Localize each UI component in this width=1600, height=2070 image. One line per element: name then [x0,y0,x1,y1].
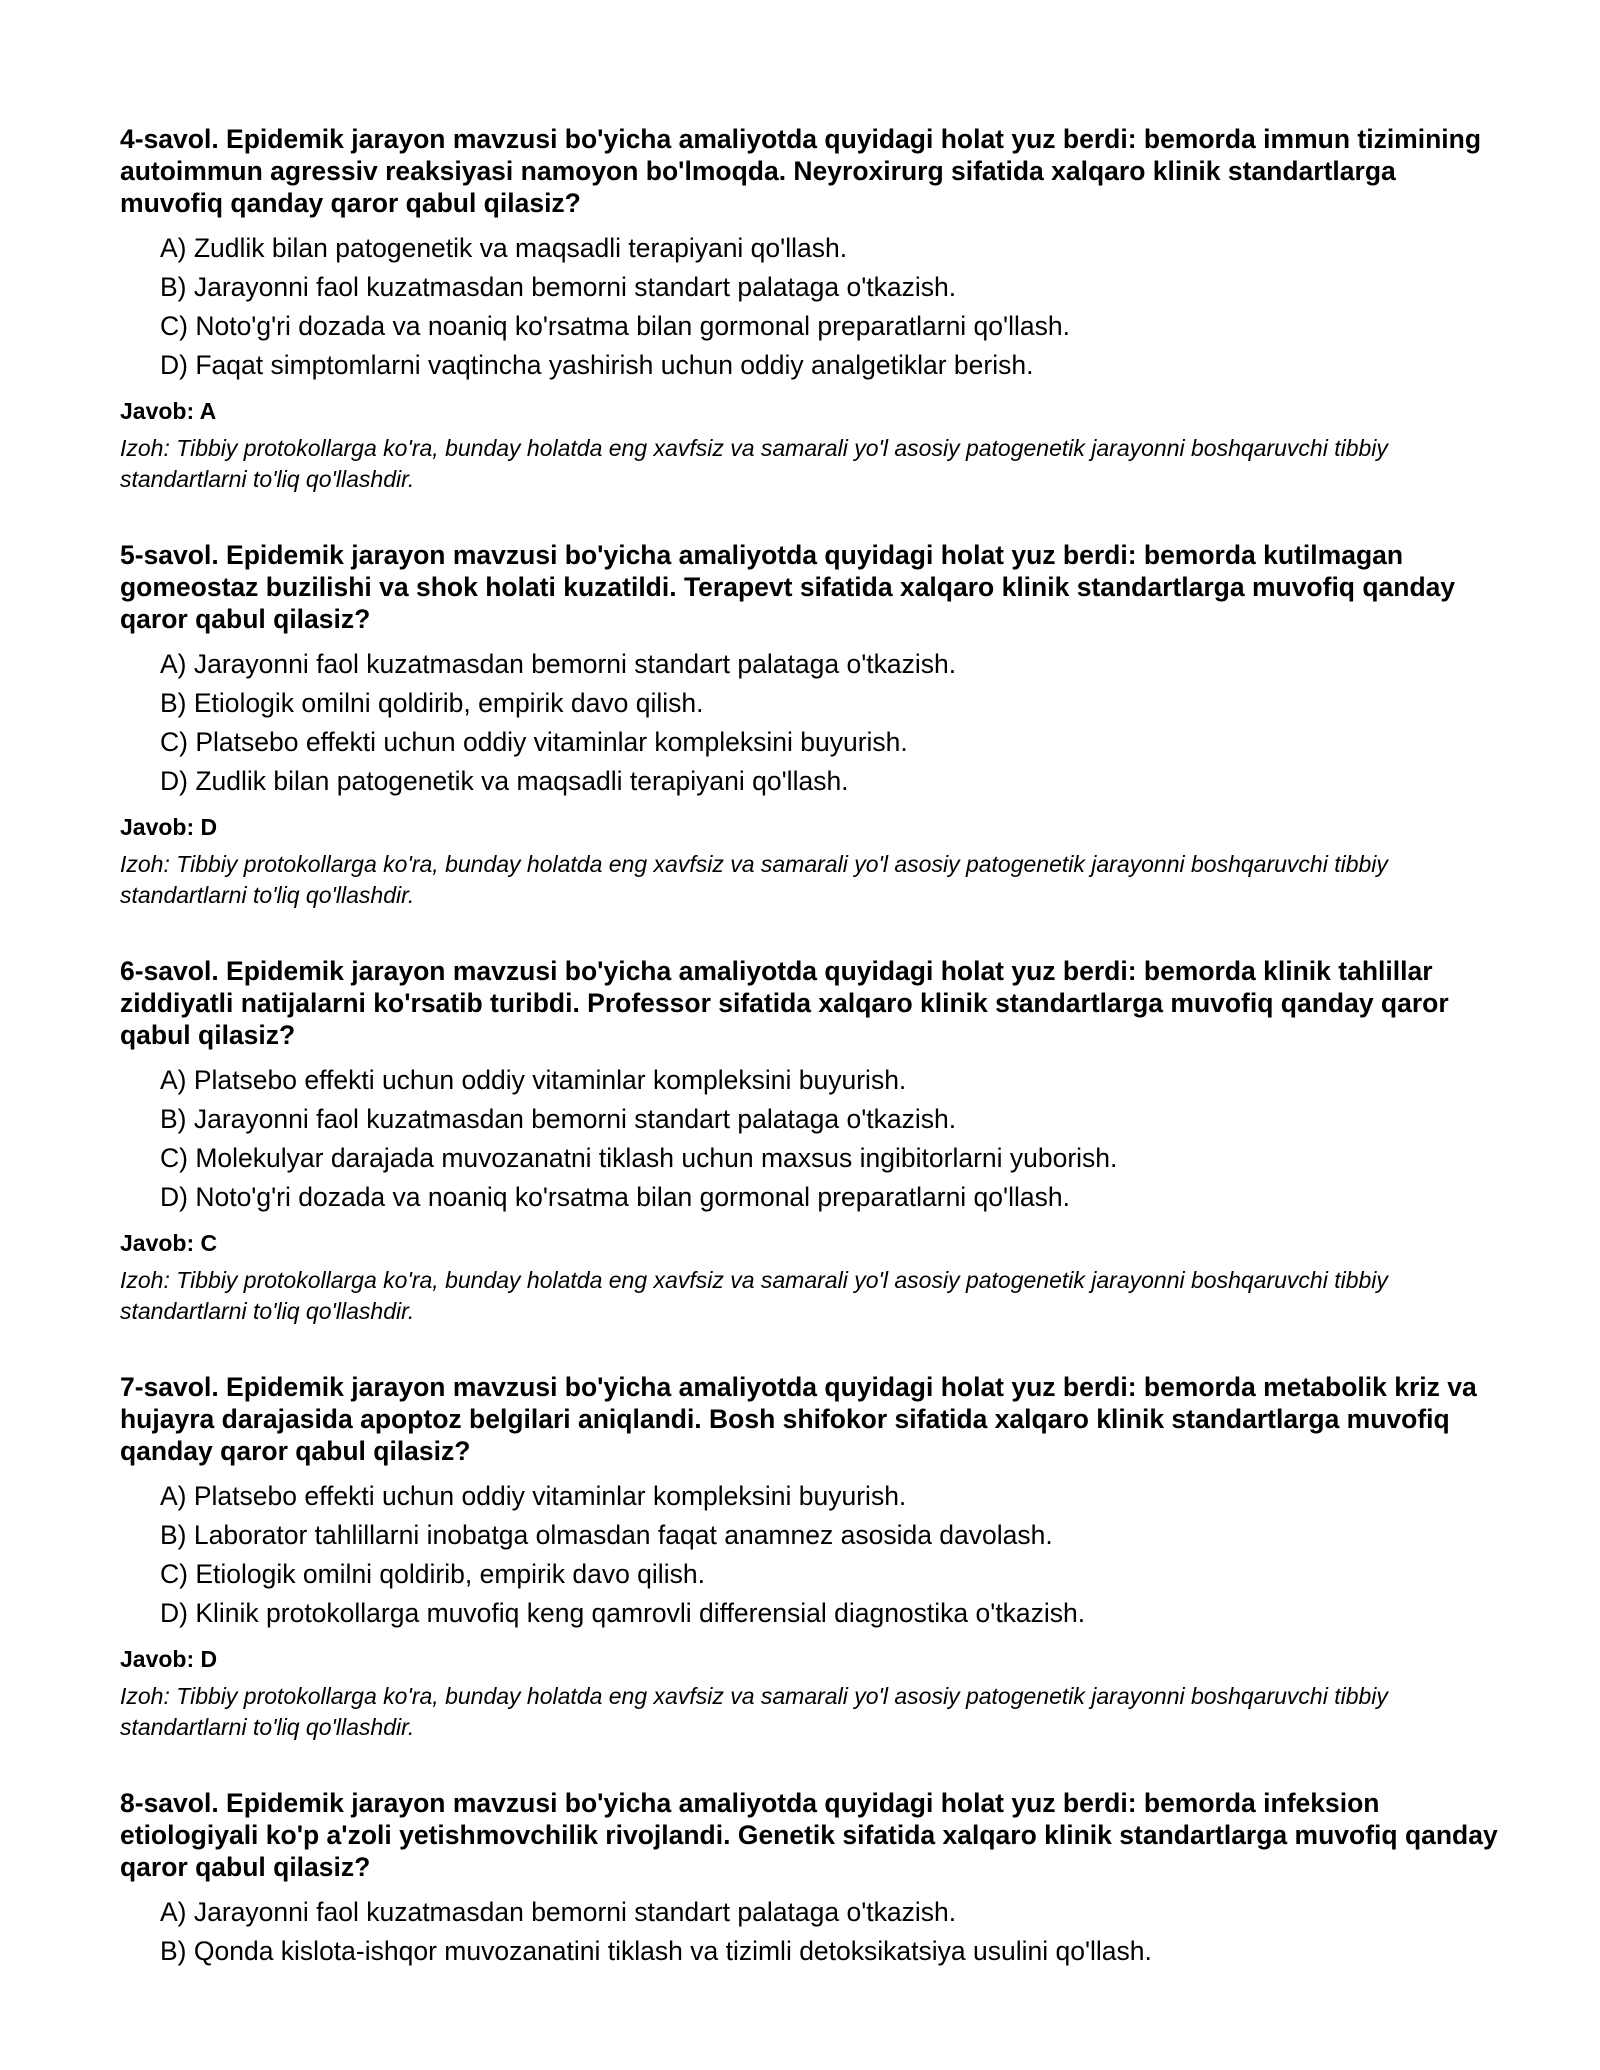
question-title: 8-savol. Epidemik jarayon mavzusi bo'yicha amaliyotda quyidagi holat yuz berdi: bemorda infeksion etiologiyali ko'p a'zoli yetishmovchilik rivojlandi. Genetik sifatida xalqaro klinik standartlarga muvofiq qanday qaror qabul qilasiz? [120,1788,1498,1882]
question-title: 4-savol. Epidemik jarayon mavzusi bo'yicha amaliyotda quyidagi holat yuz berdi: bemorda immun tizimining autoimmun agressiv reaksiyasi namoyon bo'lmoqda. Neyroxirurg sifatida xalqaro klinik standartlarga muvofiq qanday qaror qabul qilasiz? [120,124,1482,218]
question-title: 7-savol. Epidemik jarayon mavzusi bo'yicha amaliyotda quyidagi holat yuz berdi: bemorda metabolik kriz va hujayra darajasida apoptoz belgilari aniqlandi. Bosh shifokor sifatida xalqaro klinik standartlarga muvofiq qanday qaror qabul qilasiz? [120,1372,1477,1466]
options-list [120,229,1500,385]
question-title: 5-savol. Epidemik jarayon mavzusi bo'yicha amaliyotda quyidagi holat yuz berdi: bemorda kutilmagan gomeostaz buzilishi va shok holati kuzatildi. Terapevt sifatida xalqaro klinik standartlarga muvofiq qanday qaror qabul qilasiz? [120,540,1456,634]
option-d: D) Noto'g'ri dozada va noaniq ko'rsatma bilan gormonal preparatlarni qo'llash. [160,1182,1070,1212]
question-5 [120,539,1500,911]
options-list [120,645,1500,801]
option-c: C) Etiologik omilni qoldirib, empirik davo qilish. [160,1559,705,1589]
options-list [120,1061,1500,1217]
options-list [120,1893,1500,1971]
option-b: B) Jarayonni faol kuzatmasdan bemorni standart palataga o'tkazish. [160,272,957,302]
option-d: D) Klinik protokollarga muvofiq keng qamrovli differensial diagnostika o'tkazish. [160,1598,1086,1628]
question-4 [120,123,1500,495]
explanation: Izoh: Tibbiy protokollarga ko'ra, bunday holatda eng xavfsiz va samarali yo'l asosiy patogenetik jarayonni boshqaruvchi tibbiy standartlarni to'liq qo'llashdir. [120,1683,1388,1740]
option-d: D) Zudlik bilan patogenetik va maqsadli terapiyani qo'llash. [160,766,849,796]
option-a: A) Jarayonni faol kuzatmasdan bemorni standart palataga o'tkazish. [160,1897,957,1927]
option-a: A) Platsebo effekti uchun oddiy vitaminlar kompleksini buyurish. [160,1481,907,1511]
option-a: A) Jarayonni faol kuzatmasdan bemorni standart palataga o'tkazish. [160,649,957,679]
answer: Javob: D [120,1646,218,1672]
options-list [120,1477,1500,1633]
option-d: D) Faqat simptomlarni vaqtincha yashirish uchun oddiy analgetiklar berish. [160,350,1034,380]
explanation: Izoh: Tibbiy protokollarga ko'ra, bunday holatda eng xavfsiz va samarali yo'l asosiy patogenetik jarayonni boshqaruvchi tibbiy standartlarni to'liq qo'llashdir. [120,435,1388,492]
option-b: B) Jarayonni faol kuzatmasdan bemorni standart palataga o'tkazish. [160,1104,957,1134]
document-page [120,123,1500,1971]
option-a: A) Zudlik bilan patogenetik va maqsadli terapiyani qo'llash. [160,233,848,263]
option-b: B) Etiologik omilni qoldirib, empirik davo qilish. [160,688,704,718]
answer: Javob: A [120,398,217,424]
option-c: C) Noto'g'ri dozada va noaniq ko'rsatma bilan gormonal preparatlarni qo'llash. [160,311,1070,341]
option-c: C) Platsebo effekti uchun oddiy vitaminlar kompleksini buyurish. [160,727,908,757]
question-8 [120,1787,1500,1971]
question-6 [120,955,1500,1327]
option-c: C) Molekulyar darajada muvozanatni tiklash uchun maxsus ingibitorlarni yuborish. [160,1143,1118,1173]
option-b: B) Laborator tahlillarni inobatga olmasdan faqat anamnez asosida davolash. [160,1520,1053,1550]
question-title: 6-savol. Epidemik jarayon mavzusi bo'yicha amaliyotda quyidagi holat yuz berdi: bemorda klinik tahlillar ziddiyatli natijalarni ko'rsatib turibdi. Professor sifatida xalqaro klinik standartlarga muvofiq qanday qaror qabul qilasiz? [120,956,1449,1050]
option-a: A) Platsebo effekti uchun oddiy vitaminlar kompleksini buyurish. [160,1065,907,1095]
question-7 [120,1371,1500,1743]
option-b: B) Qonda kislota-ishqor muvozanatini tiklash va tizimli detoksikatsiya usulini qo'llash. [160,1936,1152,1966]
answer: Javob: D [120,814,218,840]
explanation: Izoh: Tibbiy protokollarga ko'ra, bunday holatda eng xavfsiz va samarali yo'l asosiy patogenetik jarayonni boshqaruvchi tibbiy standartlarni to'liq qo'llashdir. [120,1267,1388,1324]
answer: Javob: C [120,1230,218,1256]
explanation: Izoh: Tibbiy protokollarga ko'ra, bunday holatda eng xavfsiz va samarali yo'l asosiy patogenetik jarayonni boshqaruvchi tibbiy standartlarni to'liq qo'llashdir. [120,851,1388,908]
